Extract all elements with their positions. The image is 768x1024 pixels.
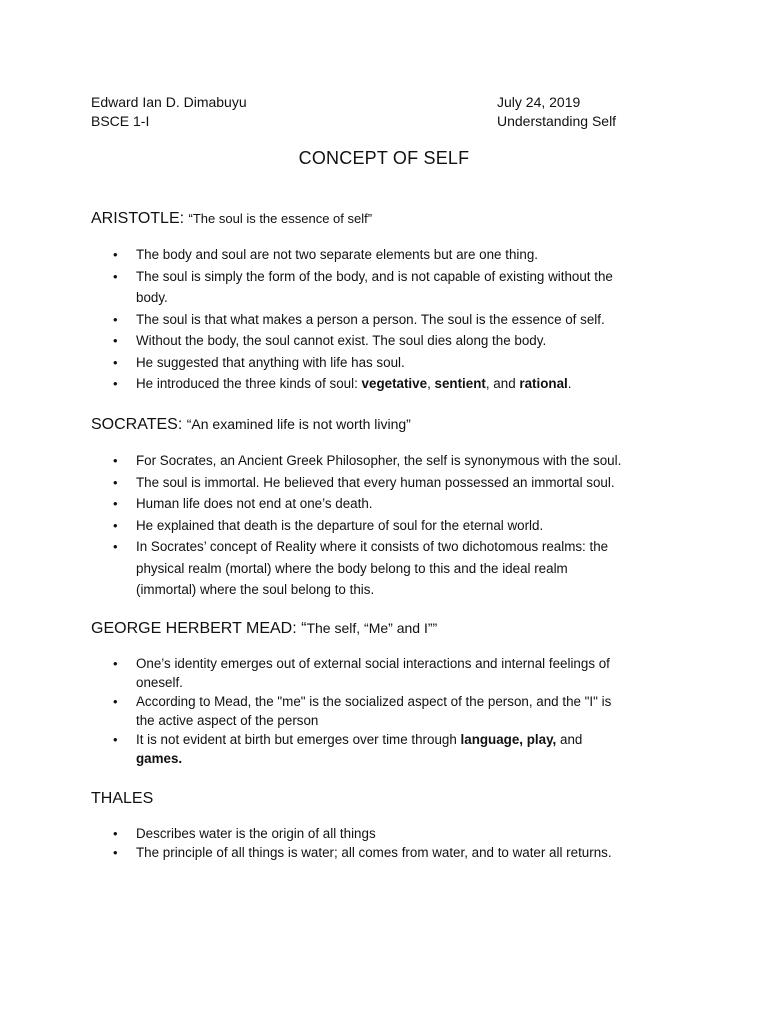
list-item: • It is not evident at birth but emerges over time through language, play, and games.: [113, 732, 583, 766]
document-date: July 24, 2019: [497, 94, 581, 110]
list-item: • He explained that death is the departure of soul for the eternal world.: [113, 517, 544, 533]
section-name: THALES: [91, 790, 154, 807]
header-right: [497, 93, 616, 131]
list-item: • In Socrates’ concept of Reality where it consists of two dichotomous realms: the physical realm (mortal) where the body belong to this and the ideal realm (immortal) where the soul belong to this.: [113, 539, 609, 597]
author-name: Edward Ian D. Dimabuyu: [91, 94, 247, 110]
subject-name: Understanding Self: [497, 113, 617, 129]
section-heading: [91, 617, 691, 640]
list-item: • Human life does not end at one’s death.: [113, 496, 373, 511]
bullet-list: [91, 244, 691, 395]
list-item: • According to Mead, the "me" is the socialized aspect of the person, and the "I" is the active aspect of the person: [113, 694, 612, 728]
list-item: • He suggested that anything with life has soul.: [113, 354, 405, 370]
list-item: • He introduced the three kinds of soul: vegetative, sentient, and rational.: [113, 376, 572, 391]
list-item: • The principle of all things is water; all comes from water, and to water all returns.: [113, 845, 612, 860]
section-heading: [91, 788, 691, 810]
bullet-list: [91, 450, 691, 601]
bullet-list: [91, 824, 691, 862]
section-heading: [91, 208, 691, 230]
section-aristotle: [91, 208, 691, 395]
section-name: ARISTOTLE:: [91, 210, 185, 227]
list-item: • For Socrates, an Ancient Greek Philosopher, the self is synonymous with the soul.: [113, 453, 622, 468]
section-name: GEORGE HERBERT MEAD:: [91, 620, 297, 637]
page-title: CONCEPT OF SELF: [298, 148, 470, 168]
bullet-list: [91, 654, 691, 768]
list-item: • The soul is simply the form of the body, and is not capable of existing without the body.: [113, 268, 613, 305]
section-socrates: [91, 413, 691, 601]
section-mead: [91, 617, 691, 768]
section-quote: “The soul is the essence of self”: [188, 211, 373, 226]
list-item: • The soul is that what makes a person a person. The soul is the essence of self.: [113, 311, 605, 327]
quote-open-mark: “: [301, 620, 307, 637]
header-left: [91, 93, 247, 131]
course-code: BSCE 1-I: [91, 113, 150, 129]
list-item: • Without the body, the soul cannot exist. The soul dies along the body.: [113, 333, 547, 348]
section-quote: “An examined life is not worth living”: [186, 416, 411, 432]
list-item: • One’s identity emerges out of external social interactions and internal feelings of oneself.: [113, 656, 610, 690]
section-name: SOCRATES:: [91, 416, 183, 433]
section-heading: [91, 413, 691, 436]
list-item: • Describes water is the origin of all things: [113, 826, 376, 841]
list-item: • The body and soul are not two separate elements but are one thing.: [113, 247, 538, 262]
list-item: • The soul is immortal. He believed that every human possessed an immortal soul.: [113, 474, 615, 490]
section-quote: The self, “Me” and I””: [306, 620, 438, 636]
section-thales: [91, 788, 691, 862]
